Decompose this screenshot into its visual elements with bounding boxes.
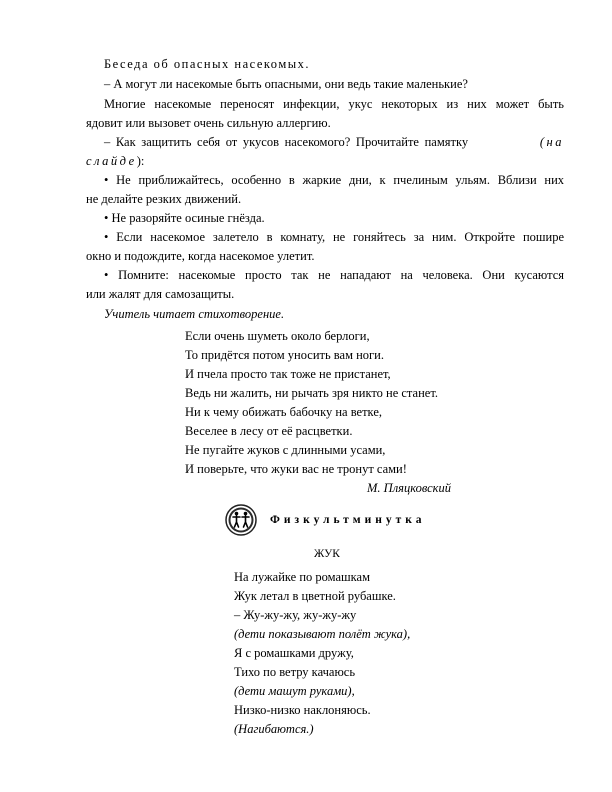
question-2-line-2 <box>86 153 144 169</box>
poem-line: И пчела просто так тоже не пристанет, <box>185 367 391 381</box>
rule-bullet: • <box>104 173 109 187</box>
fizminutka-stage-direction: (Нагибаются.) <box>234 722 314 736</box>
rule-bullet: • <box>104 268 109 282</box>
poem-line: Не пугайте жуков с длинными усами, <box>185 443 386 457</box>
conversation-title-text: Беседа об опасных насекомых. <box>104 57 311 71</box>
paragraph-1-line-2: ядовит или вызовет очень сильную аллергию. <box>86 116 331 130</box>
poem-line: Если очень шуметь около берлоги, <box>185 329 370 343</box>
poem-line: То придётся потом уносить вам ноги. <box>185 348 384 362</box>
poem-line: Ведь ни жалить, ни рычать зря никто не станет. <box>185 386 438 400</box>
question-2-close: ): <box>136 154 145 168</box>
poem-line: И поверьте, что жуки вас не тронут сами! <box>185 462 407 476</box>
rule-2-text: Не разоряйте осиные гнёзда. <box>111 211 265 225</box>
paragraph-1-line-1: Многие насекомые переносят инфекции, укус некоторых из них может быть <box>104 97 564 111</box>
conversation-title <box>104 56 310 72</box>
poem-line: Ни к чему обижать бабочку на ветке, <box>185 405 382 419</box>
poem-line: Веселее в лесу от её расцветки. <box>185 424 353 438</box>
fizminutka-label: Физкультминутка <box>270 514 426 526</box>
rule-bullet: • <box>104 211 109 225</box>
fizminutka-line: Низко-низко наклоняюсь. <box>234 703 371 717</box>
poem-author: М. Пляцковский <box>367 481 451 495</box>
fizminutka-line: На лужайке по ромашкам <box>234 570 370 584</box>
rule-3-text: Если насекомое залетело в комнату, не гоняйтесь за ним. Откройте пошире <box>116 230 565 244</box>
question-1: – А могут ли насекомые быть опасными, они ведь такие маленькие? <box>104 77 468 91</box>
question-2-note-start: (на <box>539 135 564 149</box>
rule-bullet: • <box>104 230 109 244</box>
rule-2 <box>104 210 265 226</box>
rule-3-line-2: окно и подождите, когда насекомое улетит. <box>86 249 315 263</box>
rule-4-text: Помните: насекомые просто так не нападают на человека. Они кусаются <box>118 268 564 282</box>
fizminutka-line: Я с ромашками дружу, <box>234 646 354 660</box>
question-2-note-end: слайде <box>86 154 137 168</box>
rule-1-line-1 <box>104 172 564 188</box>
fizminutka-stage-direction: (дети машут руками), <box>234 684 355 698</box>
rule-1-text: Не приближайтесь, особенно в жаркие дни, к пчелиным ульям. Вблизи них <box>116 173 565 187</box>
rule-4-line-2: или жалят для самозащиты. <box>86 287 235 301</box>
fizminutka-stage-direction: (дети показывают полёт жука), <box>234 627 411 641</box>
rule-4-line-1 <box>104 267 564 283</box>
fizminutka-line: – Жу-жу-жу, жу-жу-жу <box>234 608 357 622</box>
question-2-text: – Как защитить себя от укусов насекомого? Прочитайте памятку <box>104 135 469 149</box>
rule-1-line-2: не делайте резких движений. <box>86 192 242 206</box>
fizminutka-line: Тихо по ветру качаюсь <box>234 665 356 679</box>
fizminutka-title: ЖУК <box>314 548 340 560</box>
question-2-line-1 <box>104 134 564 150</box>
rule-3-line-1 <box>104 229 564 245</box>
exercise-figures-icon <box>225 504 257 536</box>
fizminutka-line: Жук летал в цветной рубашке. <box>234 589 396 603</box>
teacher-note: Учитель читает стихотворение. <box>104 307 285 321</box>
